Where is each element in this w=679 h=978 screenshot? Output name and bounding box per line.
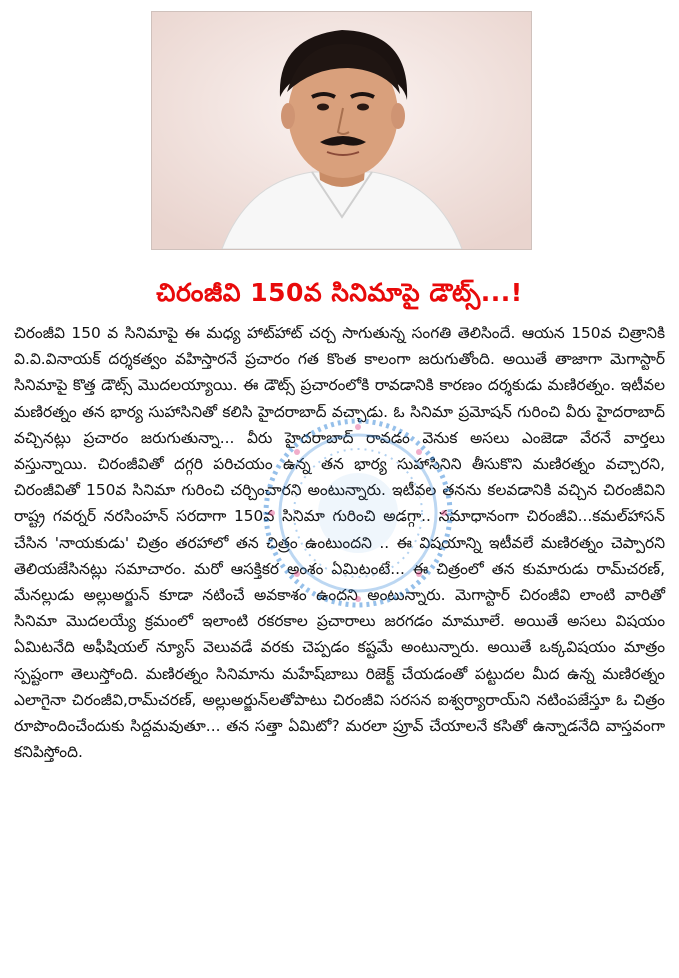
article-body xyxy=(14,320,665,765)
article-paragraph: చిరంజీవి 150 వ సినిమాపై ఈ మధ్య హాట్‌హాట్ చర్చ సాగుతున్న సంగతి తెలిసిందే. ఆయన 150వ చిత్రానికి వి.వి.వినాయక్ దర్శకత్వం వహిస్తారనే ప్రచారం గత కొంత కాలంగా జరుగుతోంది. అయితే తాజాగా మెగాస్టార్ సినిమాపై కొత్త డౌట్స్ మొదలయ్యాయి. ఈ డౌట్స్ ప్రచారంలోకి రావడానికి కారణం దర్శకుడు మణిరత్నం. ఇటీవల మణిరత్నం తన భార్య సుహాసినితో కలిసి హైదరాబాద్ వచ్చాడు. ఓ సినిమా ప్రమోషన్ గురించి వీరు హైదరాబాద్ వచ్చినట్లు ప్రచారం జరుగుతున్నా... వీరు హైదరాబాద్ రావడం వెనుక అసలు ఎంజెడా వేరనే వార్తలు వస్తున్నాయి. చిరంజీవితో దగ్గరి పరిచయం ఉన్న తన భార్య సుహాసినిని తీసుకొని మణిరత్నం వచ్చారని, చిరంజీవితో 150వ సినిమా గురించి చర్చించారని అంటున్నారు. ఇటీవల తనను కలవడానికి వచ్చిన చిరంజీవిని రాష్ట్ర గవర్నర్ నరసింహన్ సరదాగా 150వ సినిమా గురించి అడగ్గా.. సమాధానంగా చిరంజీవి...కమల్‌హాసన్ చేసిన 'నాయకుడు' చిత్రం తరహాలో తన చిత్రం ఉంటుందని .. ఈ విషయాన్ని ఇటీవలే మణిరత్నం చెప్పారని తెలియజేసినట్లు సమాచారం. మరో ఆసక్తికర అంశం ఏమిటంటే... ఈ చిత్రంలో తన కుమారుడు రామ్‌చరణ్, మేనల్లుడు అల్లుఅర్జున్ కూడా నటించే అవకాశం ఉందని అంటున్నారు. మెగాస్టార్ చిరంజీవి లాంటి వారితో సినిమా మొదలయ్యే క్రమంలో ఇలాంటి రకరకాల ప్రచారాలు జరగడం మామూలే. అయితే అసలు విషయం ఏమిటనేది అఫీషియల్ న్యూస్ వెలువడే వరకు చెప్పడం కష్టమే అంటున్నారు. అయితే ఒక్కవిషయం మాత్రం స్పష్టంగా తెలుస్తోంది. మణిరత్నం సినిమాను మహేష్‌బాబు రిజెక్ట్ చేయడంతో పట్టుదల మీద ఉన్న మణిరత్నం ఎలాగైనా చిరంజీవి,రామ్‌చరణ్, అల్లుఅర్జున్‌లతోపాటు చిరంజీవి సరసన ఐశ్వర్యారాయ్‌ని నటింపజేస్తూ ఓ చిత్రం రూపొందించేందుకు సిద్దమవుతూ... తన సత్తా ఏమిటో? మరలా ప్రూవ్ చేయాలనే కసితో ఉన్నాడనేది వాస్తవంగా కనిపిస్తోంది. xyxy=(14,324,665,762)
article-headline: చిరంజీవి 150వ సినిమాపై డౌట్స్...! xyxy=(156,278,523,307)
portrait-image xyxy=(152,12,531,249)
article-photo xyxy=(151,11,532,250)
